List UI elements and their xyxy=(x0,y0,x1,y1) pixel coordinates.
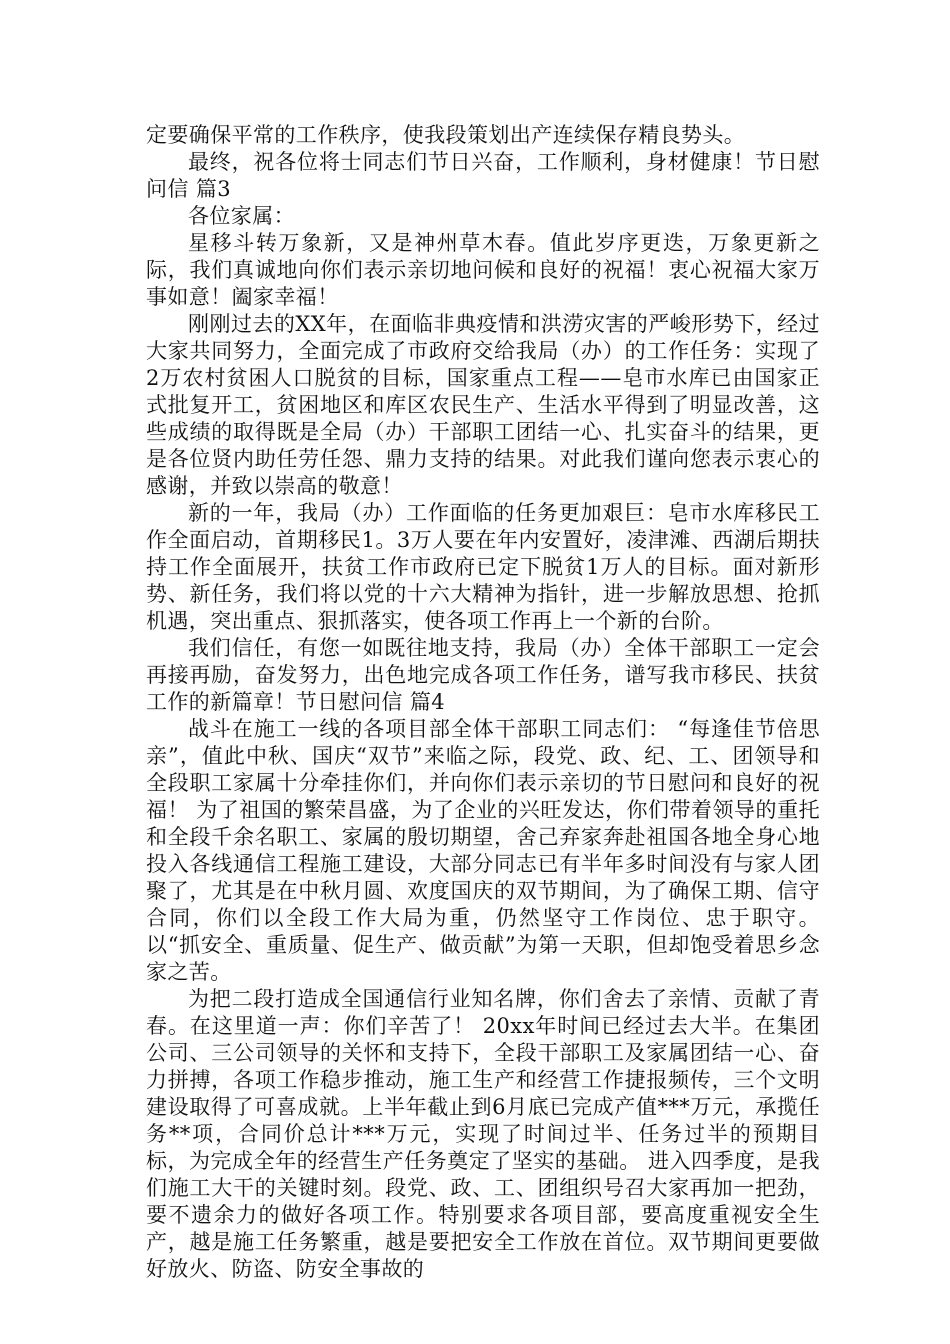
paragraph-2: 最终，祝各位将士同志们节日兴奋，工作顺利，身材健康！节日慰问信 篇3 xyxy=(146,150,820,201)
document-body xyxy=(146,122,820,1283)
paragraph-5: 刚刚过去的XX年，在面临非典疫情和洪涝灾害的严峻形势下，经过大家共同努力，全面完成了市政府交给我局（办）的工作任务：实现了2万农村贫困人口脱贫的目标，国家重点工程——皂市水库已由国家正式批复开工，贫困地区和库区农民生产、生活水平得到了明显改善，这些成绩的取得既是全局（办）干部职工团结一心、扎实奋斗的结果，更是各位贤内助任劳任怨、鼎力支持的结果。对此我们谨向您表示衷心的感谢，并致以崇高的敬意！ xyxy=(146,312,820,498)
paragraph-9: 为把二段打造成全国通信行业知名牌，你们舍去了亲情、贡献了青春。在这里道一声：你们辛苦了！ 20xx年时间已经过去大半。在集团公司、三公司领导的关怀和支持下，全段干部职工及家属团结一心、奋力拼搏，各项工作稳步推动，施工生产和经营工作捷报频传，三个文明建设取得了可喜成就。上半年截止到6月底已完成产值***万元，承揽任务**项，合同价总计***万元，实现了时间过半、任务过半的预期目标，为完成全年的经营生产任务奠定了坚实的基础。 进入四季度，是我们施工大干的关键时刻。段党、政、工、团组织号召大家再加一把劲，要不遗余力的做好各项工作。特别要求各项目部，要高度重视安全生产，越是施工任务繁重，越是要把安全工作放在首位。双节期间更要做好放火、防盗、防安全事故的 xyxy=(146,987,820,1281)
paragraph-4: 星移斗转万象新，又是神州草木春。值此岁序更迭，万象更新之际，我们真诚地向你们表示亲切地问候和良好的祝福！衷心祝福大家万事如意！阖家幸福！ xyxy=(146,231,820,309)
paragraph-6: 新的一年，我局（办）工作面临的任务更加艰巨：皂市水库移民工作全面启动，首期移民1。3万人要在年内安置好，凌津滩、西湖后期扶持工作全面展开，扶贫工作市政府已定下脱贫1万人的目标。面对新形势、新任务，我们将以党的十六大精神为指针，进一步解放思想、抢抓机遇，突出重点、狠抓落实，使各项工作再上一个新的台阶。 xyxy=(146,501,820,633)
paragraph-3: 各位家属： xyxy=(188,204,295,228)
paragraph-1: 定要确保平常的工作秩序，使我段策划出产连续保存精良势头。 xyxy=(146,123,746,147)
paragraph-8: 战斗在施工一线的各项目部全体干部职工同志们： “每逢佳节倍思亲”，值此中秋、国庆“双节”来临之际，段党、政、纪、工、团领导和全段职工家属十分牵挂你们，并向你们表示亲切的节日慰问和良好的祝福！ 为了祖国的繁荣昌盛，为了企业的兴旺发达，你们带着领导的重托和全段千余名职工、家属的殷切期望，舍己弃家奔赴祖国各地全身心地投入各线通信工程施工建设，大部分同志已有半年多时间没有与家人团聚了，尤其是在中秋月圆、欢度国庆的双节期间，为了确保工期、信守合同，你们以全段工作大局为重，仍然坚守工作岗位、忠于职守。以“抓安全、重质量、促生产、做贡献”为第一天职，但却饱受着思乡念家之苦。 xyxy=(146,717,820,984)
paragraph-7: 我们信任，有您一如既往地支持，我局（办）全体干部职工一定会再接再励，奋发努力，出色地完成各项工作任务，谱写我市移民、扶贫工作的新篇章！节日慰问信 篇4 xyxy=(146,636,820,714)
